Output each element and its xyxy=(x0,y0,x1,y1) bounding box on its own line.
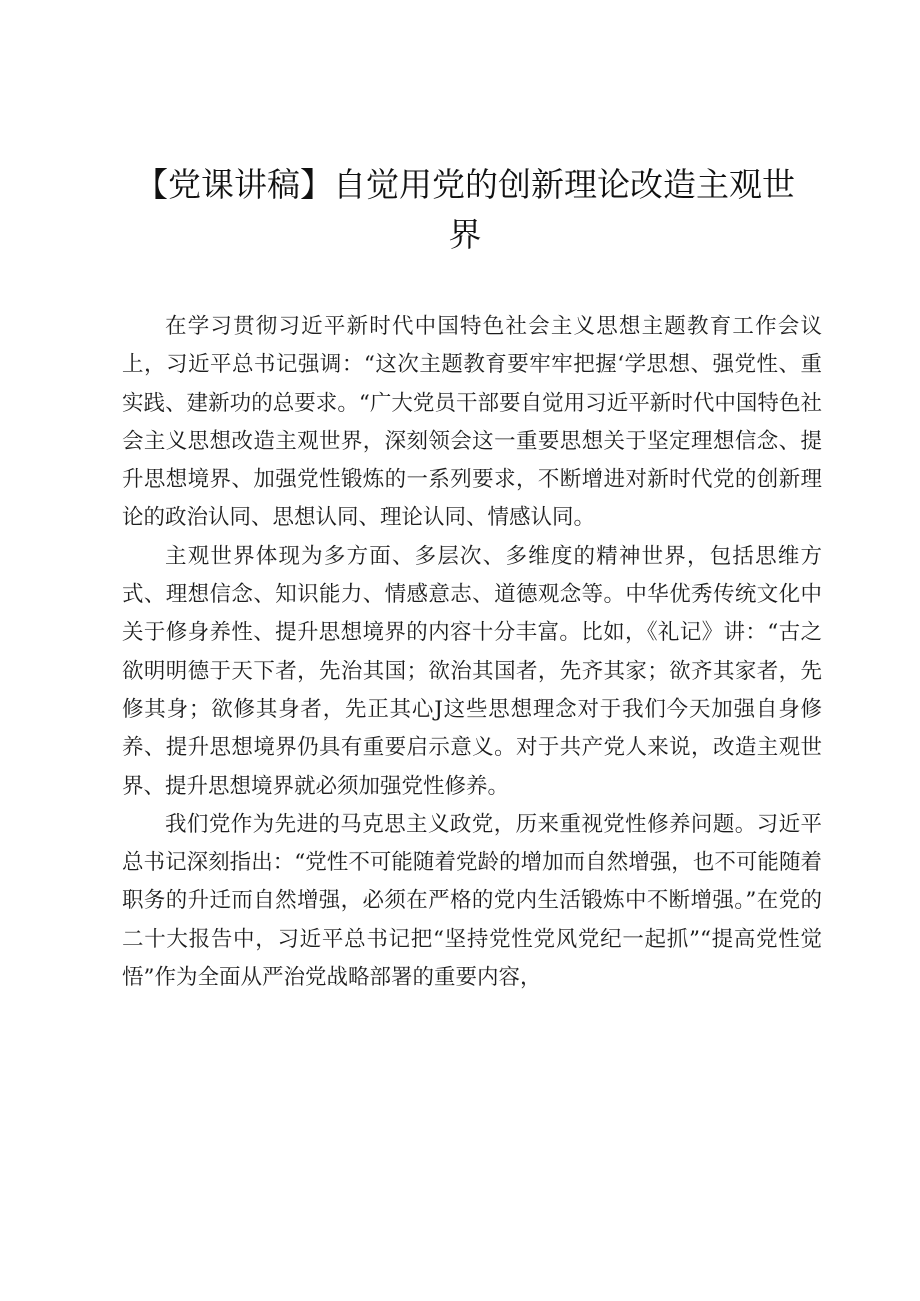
paragraph-2: 主观世界体现为多方面、多层次、多维度的精神世界，包括思维方式、理想信念、知识能力、情感意志、道德观念等。中华优秀传统文化中关于修身养性、提升思想境界的内容十分丰富。比如，《礼记》讲：“古之欲明明德于天下者，先治其国；欲治其国者，先齐其家；欲齐其家者，先修其身；欲修其身者，先正其心J这些思想理念对于我们今天加强自身修养、提升思想境界仍具有重要启示意义。对于共产党人来说，改造主观世界、提升思想境界就必须加强党性修养。 xyxy=(122,543,822,799)
document-title: 【党课讲稿】自觉用党的创新理论改造主观世界 xyxy=(135,165,795,254)
document-body xyxy=(122,308,822,997)
paragraph-1: 在学习贯彻习近平新时代中国特色社会主义思想主题教育工作会议上，习近平总书记强调：“这次主题教育要牢牢把握‘学思想、强党性、重实践、建新功的总要求。“广大党员干部要自觉用习近平新时代中国特色社会主义思想改造主观世界，深刻领会这一重要思想关于坚定理想信念、提升思想境界、加强党性锻炼的一系列要求，不断增进对新时代党的创新理论的政治认同、思想认同、理论认同、情感认同。 xyxy=(122,314,822,531)
paragraph-3: 我们党作为先进的马克思主义政党，历来重视党性修养问题。习近平总书记深刻指出：“党性不可能随着党龄的增加而自然增强，也不可能随着职务的升迁而自然增强，必须在严格的党内生活锻炼中不断增强。”在党的二十大报告中，习近平总书记把“坚持党性党风党纪一起抓”“提高党性觉悟”作为全面从严治党战略部署的重要内容， xyxy=(122,811,822,991)
